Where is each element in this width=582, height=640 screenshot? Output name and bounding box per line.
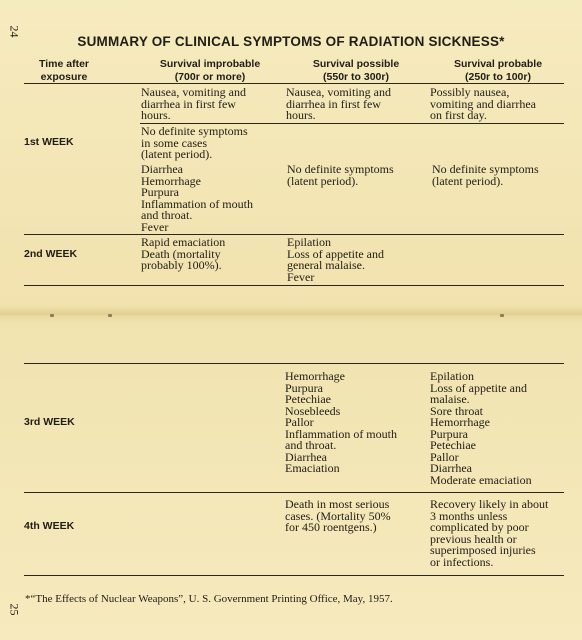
cell-w3-probable: Epilation Loss of appetite and malaise. Sore throat Hemorrhage Purpura Petechiae Pallor Diarrhea Moderate emaciation <box>430 369 532 487</box>
week-label-3: 3rd WEEK <box>24 416 75 428</box>
page-number-top: 24 <box>7 25 22 38</box>
header-time-after-exposure: Time after exposure <box>39 58 89 83</box>
cell-w2-possible: Epilation Loss of appetite and general malaise. Fever <box>287 235 384 284</box>
week-rule <box>24 285 564 286</box>
cell-w2-improbable: Rapid emaciation Death (mortality probably 100%). <box>141 235 226 272</box>
cell-w3-possible: Hemorrhage Purpura Petechiae Nosebleeds Pallor Inflammation of mouth and throat. Diarrhea Emaciation <box>285 369 397 475</box>
cell-w1-possible-late: No definite symptoms (latent period). <box>287 162 394 188</box>
cell-w1-improbable-early: Nausea, vomiting and diarrhea in first few hours. <box>141 85 246 122</box>
cell-w1-probable-early: Possibly nausea, vomiting and diarrhea on first day. <box>430 85 536 122</box>
header-rule <box>24 83 564 84</box>
cell-w1-improbable-latent: No definite symptoms in some cases (latent period). <box>141 124 248 161</box>
week-rule <box>24 492 564 493</box>
cell-w4-possible: Death in most serious cases. (Mortality 50% for 450 roentgens.) <box>285 497 391 534</box>
week-label-4: 4th WEEK <box>24 520 75 532</box>
header-survival-probable: Survival probable (250r to 100r) <box>453 58 543 83</box>
footnote: *“The Effects of Nuclear Weapons”, U. S. Government Printing Office, May, 1957. <box>25 593 393 605</box>
week-label-2: 2nd WEEK <box>24 248 78 260</box>
cell-w4-probable: Recovery likely in about 3 months unless complicated by poor previous health or superimposed injuries or infections. <box>430 497 549 569</box>
cell-w1-probable-late: No definite symptoms (latent period). <box>432 162 539 188</box>
header-survival-possible: Survival possible (550r to 300r) <box>312 58 400 83</box>
cell-w1-improbable-late: Diarrhea Hemorrhage Purpura Inflammation of mouth and throat. Fever <box>141 162 253 234</box>
table-title: SUMMARY OF CLINICAL SYMPTOMS OF RADIATION SICKNESS* <box>77 34 505 49</box>
week-label-1: 1st WEEK <box>24 136 74 148</box>
week-rule <box>24 363 564 364</box>
header-survival-improbable: Survival improbable (700r or more) <box>159 58 261 83</box>
binding-stitch <box>500 314 504 317</box>
binding-stitch <box>108 314 112 317</box>
page-number-bottom: 25 <box>7 603 22 616</box>
table-bottom-rule <box>24 575 564 576</box>
cell-w1-possible-early: Nausea, vomiting and diarrhea in first few hours. <box>286 85 391 122</box>
book-gutter <box>0 306 582 324</box>
binding-stitch <box>50 314 54 317</box>
